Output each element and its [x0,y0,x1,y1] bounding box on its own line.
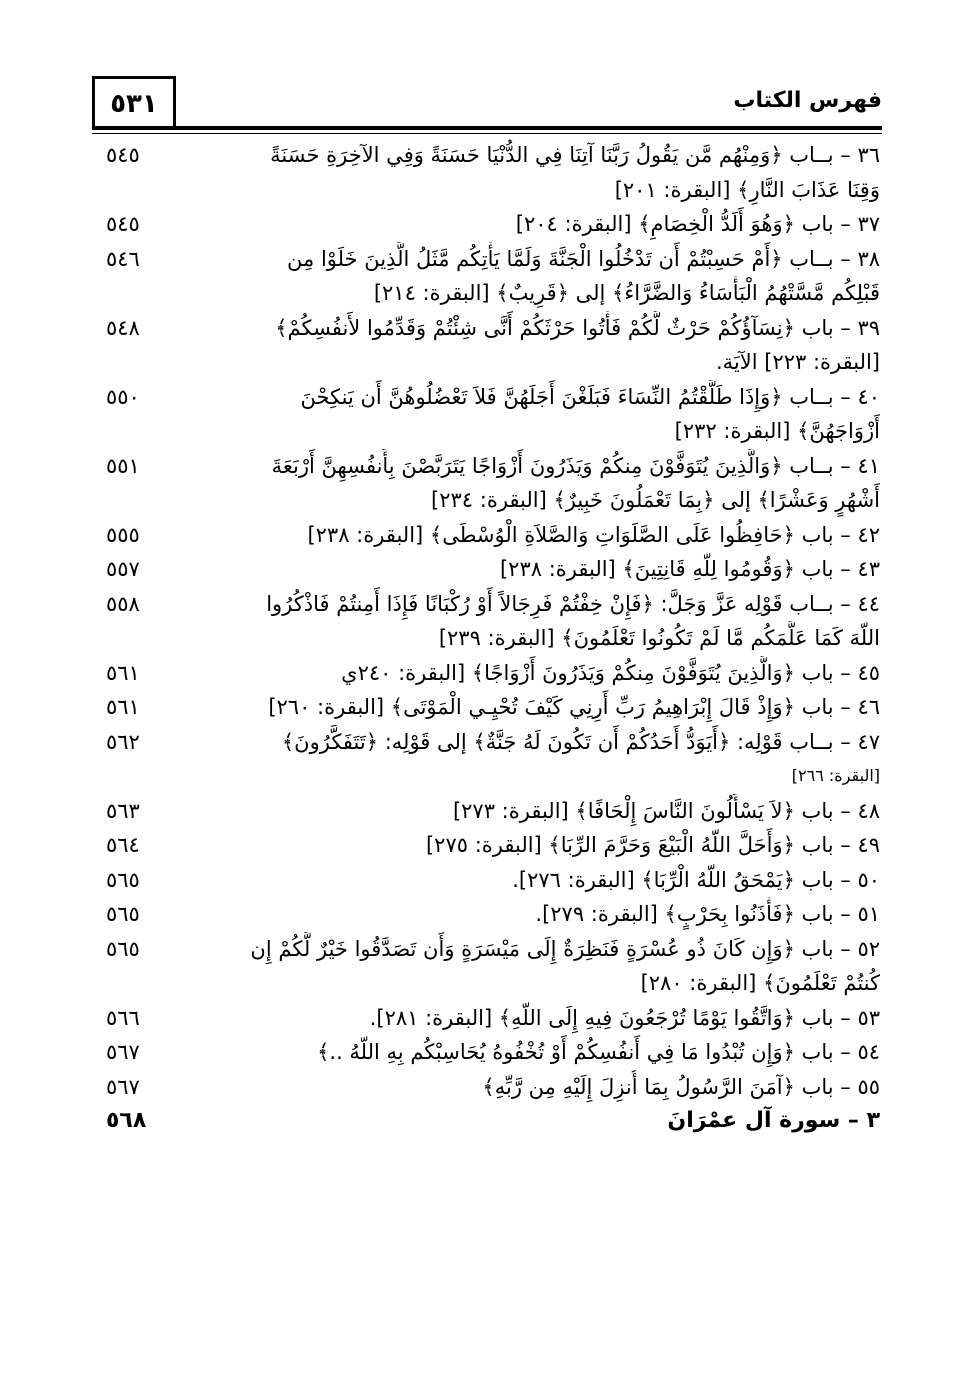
toc-entry [92,449,880,518]
toc-entry-text [188,380,880,449]
toc-entry-line: أَزْوَاجَهُنَّ﴾ [البقرة: ٢٣٢] [674,419,880,443]
toc-entry-line: [البقرة: ٢٦٦] [791,766,880,785]
toc-entry-page: ٥٥١ [106,453,140,478]
toc-entry [92,656,880,691]
toc-entry-page: ٥٥٥ [106,522,140,547]
toc-entry [92,138,880,207]
toc-entry-page: ٥٥٠ [106,384,140,409]
toc-entry-page: ٥٤٦ [106,246,140,271]
toc-entry-line: ٤٢ – باب ﴿حَافِظُوا عَلَى الصَّلَوَاتِ وَالصَّلاَةِ الْوُسْطَى﴾ [البقرة: ٢٣٨] [307,522,880,547]
toc-entry [92,1035,880,1070]
toc-entry [92,587,880,656]
toc-entry [92,863,880,898]
toc-entry-page: ٥٥٨ [106,591,140,616]
running-title: فهرس الكتاب [733,88,882,113]
toc-entry-text [188,656,880,691]
toc-entry-page: ٥٥٧ [106,557,140,581]
toc-entry-line: ٤٤ – بــاب قَوْلِه عَزَّ وَجَلَّ: ﴿فَإِنْ خِفْتُمْ فَرِجَالاً أَوْ رُكْبَانًا فَإِذَا أَمِنتُمْ فَاذْكُرُوا [266,591,880,616]
toc-entry-text [188,1035,880,1070]
toc-entry-line: ٥٥ – باب ﴿آمَنَ الرَّسُولُ بِمَا أُنزِلَ إِلَيْهِ مِن رَّبِّهِ﴾ [482,1074,880,1099]
toc-entry [92,1001,880,1036]
toc-entry-page: ٥٦٥ [106,936,140,961]
toc-entry-line: اللّهَ كَمَا عَلَّمَكُم مَّا لَمْ تَكُونُوا تَعْلَمُونَ﴾ [البقرة: ٢٣٩] [438,626,880,650]
toc-entry-page: ٥٦١ [106,660,140,685]
toc-entry [92,518,880,553]
toc-entry-line: ٤٧ – بــاب قَوْلِه: ﴿أَيَوَدُّ أَحَدُكُمْ أَن تَكُونَ لَهُ جَنَّةٌ﴾ إلى قَوْلِه: ﴿تَتَفَكَّرُونَ﴾ [281,729,880,754]
toc-entry-line: [البقرة: ٢٢٣] الآيَة. [715,350,880,374]
toc-entry-line: ٤٩ – باب ﴿وَأَحَلَّ اللّهُ الْبَيْعَ وَحَرَّمَ الرِّبَا﴾ [البقرة: ٢٧٥] [425,833,880,857]
table-of-contents [92,138,880,1139]
toc-entry-page: ٥٦٤ [106,833,140,857]
toc-entry-page: ٥٦٣ [106,798,140,823]
toc-entry-page: ٥٤٨ [106,315,140,340]
toc-entry [92,690,880,725]
toc-entry-text [188,449,880,518]
toc-entry [92,242,880,311]
toc-entry-line: ٤٣ – باب ﴿وَقُومُوا لِلّهِ قَانِتِينَ﴾ [البقرة: ٢٣٨] [499,557,880,581]
toc-entry [92,932,880,1001]
toc-entry-text [188,932,880,1001]
toc-entry-line: قَبْلِكُم مَّسَّتْهُمُ الْبَأْسَاءُ وَالضَّرَّاءُ﴾ إلى ﴿قَرِيبٌ﴾ [البقرة: ٢١٤] [373,281,880,305]
toc-entry-page: ٥٦٥ [106,902,140,926]
chapter-text [188,1104,880,1139]
toc-entry [92,897,880,932]
toc-entry-page: ٥٦٢ [106,729,140,754]
toc-entry-text [188,863,880,898]
toc-entry-line: ٤٦ – باب ﴿وَإِذْ قَالَ إِبْرَاهِيمُ رَبِّ أَرِنِي كَيْفَ تُحْيِـي الْمَوْتَى﴾ [البقرة: ٢٦٠] [268,695,880,719]
toc-entry-text [188,207,880,242]
toc-entry [92,311,880,380]
toc-entry-page: ٥٤٥ [106,143,140,167]
toc-entry-page: ٥٦٥ [106,867,140,892]
toc-entry-line: وَقِنَا عَذَابَ النَّارِ﴾ [البقرة: ٢٠١] [614,177,880,202]
toc-entry [92,794,880,829]
toc-entry-text [188,690,880,725]
chapter-page: ٥٦٨ [106,1108,147,1133]
toc-entry-text [188,311,880,380]
header-rule [92,126,882,130]
page-number: ٥٣١ [92,76,176,128]
toc-entry-line: ٣٨ – بــاب ﴿أَمْ حَسِبْتُمْ أَن تَدْخُلُوا الْجَنَّةَ وَلَمَّا يَأْتِكُم مَّثَلُ الَّذِينَ خَلَوْا مِن [287,246,880,271]
toc-entry-line: ٤٥ – باب ﴿وَالَّذِينَ يُتَوَفَّوْنَ مِنكُمْ وَيَذَرُونَ أَزْوَاجًا﴾ [البقرة: ٢٤٠ي [341,660,880,685]
toc-entry [92,207,880,242]
toc-entry-line: ٥٤ – باب ﴿وَإِن تُبْدُوا مَا فِي أَنفُسِكُمْ أَوْ تُخْفُوهُ يُحَاسِبْكُم بِهِ اللّهُ ..﴾ [317,1040,880,1064]
header-rule-thin [92,133,882,134]
chapter-title: ٣ – سورة آل عمْرَانَ [667,1108,880,1133]
toc-entry-page: ٥٤٥ [106,212,140,236]
toc-entry [92,552,880,587]
toc-entry-text [188,897,880,932]
toc-entry [92,1070,880,1105]
toc-entry-text [188,725,880,794]
toc-entry-line: ٥٢ – باب ﴿وَإِن كَانَ ذُو عُسْرَةٍ فَنَظِرَةٌ إِلَى مَيْسَرَةٍ وَأَن تَصَدَّقُوا خَيْرٌ لَّكُمْ إِن [250,936,880,961]
toc-entry [92,725,880,794]
toc-entry-text [188,518,880,553]
toc-entry-line: ٥٠ – باب ﴿يَمْحَقُ اللّهُ الْرِّبَا﴾ [البقرة: ٢٧٦]. [512,867,880,892]
toc-entry-page: ٥٦١ [106,695,140,719]
toc-entry-text [188,828,880,863]
toc-entry-text [188,242,880,311]
toc-entry-text [188,552,880,587]
toc-entry-line: ٥٣ – باب ﴿وَاتَّقُوا يَوْمًا تُرْجَعُونَ فِيهِ إِلَى اللّهِ﴾ [البقرة: ٢٨١]. [369,1005,880,1030]
toc-entry-line: ٤٨ – باب ﴿لاَ يَسْأَلُونَ النَّاسَ إِلْحَافًا﴾ [البقرة: ٢٧٣] [452,798,880,823]
toc-entry-line: ٣٦ – بــاب ﴿وَمِنْهُم مَّن يَقُولُ رَبَّنَا آتِنَا فِي الدُّنْيَا حَسَنَةً وَفِي الآخِرَةِ حَسَنَةً [270,143,880,167]
toc-entry-text [188,1070,880,1105]
toc-entry-line: ٥١ – باب ﴿فَأْذَنُوا بِحَرْبٍ﴾ [البقرة: ٢٧٩]. [535,902,880,926]
toc-entry-line: كُنتُمْ تَعْلَمُونَ﴾ [البقرة: ٢٨٠] [640,971,880,995]
toc-entry-text [188,1001,880,1036]
toc-entry-line: ٤١ – بــاب ﴿وَالَّذِينَ يُتَوَفَّوْنَ مِنكُمْ وَيَذَرُونَ أَزْوَاجًا يَتَرَبَّصْنَ بِأَنفُسِهِنَّ أَرْبَعَةَ [271,453,880,478]
toc-entry-line: أَشْهُرٍ وَعَشْرًا﴾ إلى ﴿بِمَا تَعْمَلُونَ خَبِيرٌ﴾ [البقرة: ٢٣٤] [431,488,880,512]
toc-entry-text [188,138,880,207]
toc-entry-page: ٥٦٦ [106,1005,140,1030]
chapter-heading [92,1104,880,1139]
toc-entry [92,380,880,449]
toc-entry [92,828,880,863]
toc-entry-text [188,587,880,656]
toc-entry-line: ٣٩ – باب ﴿نِسَآؤُكُمْ حَرْثٌ لَّكُمْ فَأْتُوا حَرْثَكُمْ أَنَّى شِئْتُمْ وَقَدِّمُوا لأَنفُسِكُمْ﴾ [275,315,880,340]
toc-entry-line: ٤٠ – بــاب ﴿وَإِذَا طَلَّقْتُمُ النِّسَاءَ فَبَلَغْنَ أَجَلَهُنَّ فَلاَ تَعْضُلُوهُنَّ أَن يَنكِحْنَ [300,384,880,409]
toc-entry-line: ٣٧ – باب ﴿وَهُوَ أَلَدُّ الْخِصَامِ﴾ [البقرة: ٢٠٤] [515,212,880,236]
toc-entry-text [188,794,880,829]
toc-entry-page: ٥٦٧ [106,1040,140,1064]
toc-entry-page: ٥٦٧ [106,1074,140,1099]
